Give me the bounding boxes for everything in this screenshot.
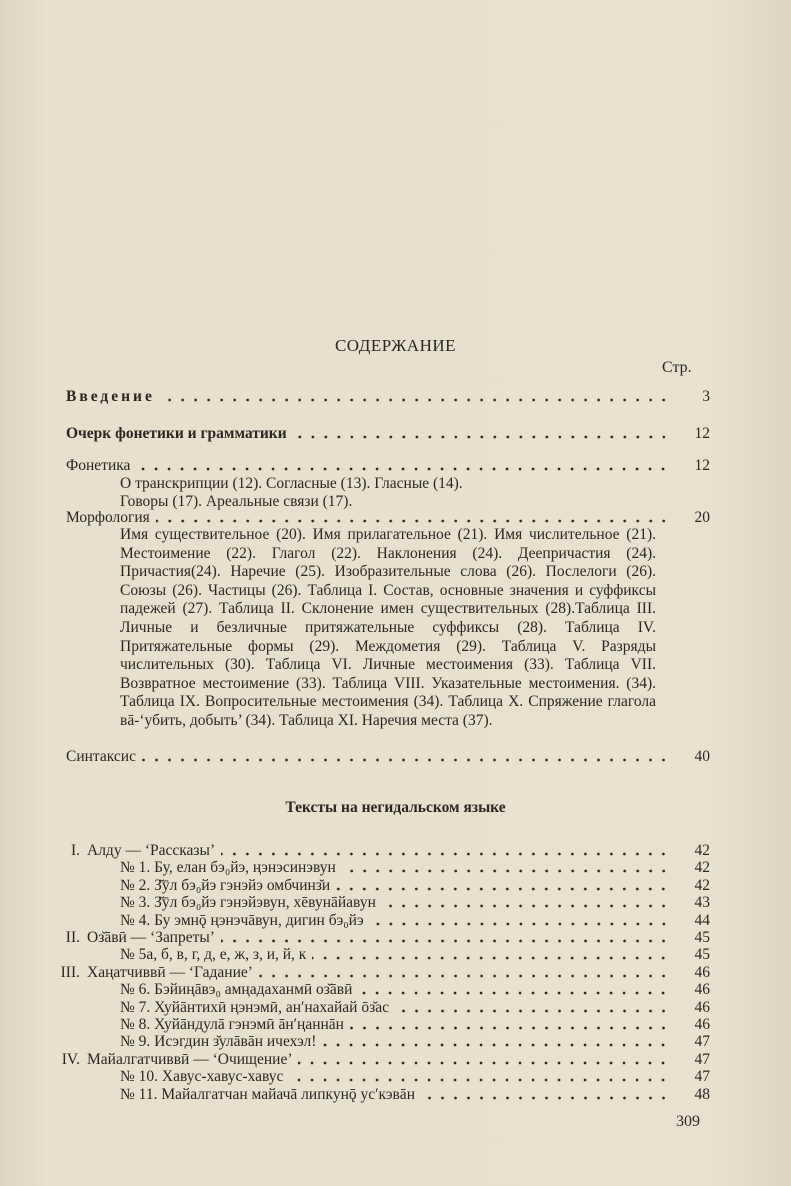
- entry-label: № 4. Бу эмнǭ ңэнэчāвун, дигин бэ₀йэ: [120, 911, 364, 929]
- page-column-label: Стр.: [662, 359, 692, 376]
- entry-label: Майалгатчиввӣ — ‘Очищение’: [87, 1050, 293, 1068]
- entry-label: № 5а, б, в, г, д, е, ж, з, и, й, к: [120, 946, 307, 964]
- page-title: СОДЕРЖАНИЕ: [334, 336, 457, 355]
- entry-page: 12: [694, 457, 710, 474]
- toc-text-entry[interactable]: [120, 946, 710, 964]
- dot-leader: [350, 1020, 670, 1030]
- entry-label: № 7. Хуйāнтихӣ ңэнэмӣ, ан′нахайай ōз̆ас: [120, 998, 389, 1016]
- dot-leader: [358, 985, 670, 995]
- entry-label: Морфология: [66, 509, 150, 526]
- section-heading: Тексты на негидальском языке: [285, 799, 506, 816]
- dot-leader: [259, 968, 670, 978]
- phonetics-subtopics-line: Говоры (17). Ареальные связи (17).: [120, 493, 353, 510]
- roman-numeral: II.: [65, 929, 80, 946]
- toc-text-entry[interactable]: [120, 981, 710, 999]
- dot-leader: [293, 429, 670, 439]
- roman-numeral: IV.: [61, 1050, 80, 1068]
- toc-text-entry[interactable]: [120, 999, 710, 1017]
- entry-page: 40: [694, 748, 710, 765]
- entry-label: № 2. З̆ӯл бэ₀йэ гэнэйэ омбчинз̆и: [120, 876, 331, 894]
- entry-page: 42: [694, 859, 710, 877]
- entry-label: Введение: [66, 388, 155, 405]
- entry-label: № 8. Хуйāндулā гэнэмӣ āн′ңаннāн: [120, 1016, 344, 1033]
- entry-page: 47: [694, 1033, 710, 1051]
- dot-leader: [298, 1055, 670, 1065]
- toc-entry-syntax[interactable]: [66, 748, 710, 766]
- entry-label: Фонетика: [66, 457, 131, 474]
- entry-page: 48: [694, 1085, 710, 1103]
- toc-text-entry[interactable]: [120, 1068, 710, 1086]
- morphology-subtopics: Имя существительное (20). Имя прилагательное (21). Имя числительное (21). Местоимение (22). Глагол (22). Наклонения (24). Деепричастия (24). Причастия(24). Наречие (25). Изобразительные слова (26). Послелоги (26). Союзы (26). Частицы (26). Таблица I. Состав, основные значения и суффиксы падежей (27). Таблица II. Склонение имен существительных (28).Таблица III. Личные и безличные притяжательные суффиксы (28). Таблица IV. Притяжательные формы (29). Междометия (29). Таблица V. Разряды числительных (30). Таблица VI. Личные местоимения (33). Таблица VII. Возвратное местоимение (33). Таблица VIII. Указательные местоимения. (34). Таблица IX. Вопросительные местоимения (34). Таблица X. Спряжение глагола вā-‘убить, добыть’ (34). Таблица XI. Наречия места (37).: [120, 526, 656, 729]
- dot-leader: [370, 916, 670, 926]
- toc-entry-morphology[interactable]: [66, 509, 710, 527]
- dot-leader: [382, 898, 670, 908]
- dot-leader: [395, 1003, 670, 1013]
- entry-page: 46: [694, 1016, 710, 1033]
- phonetics-subtopics-line: О транскрипции (12). Согласные (13). Гласные (14).: [120, 475, 463, 492]
- entry-page: 42: [694, 876, 710, 894]
- entry-label: № 9. Исэгдин з̆улāвāн ичехэл!: [120, 1033, 317, 1051]
- toc-section-entry[interactable]: [40, 842, 710, 860]
- dot-leader: [221, 933, 670, 943]
- dot-leader: [289, 1072, 670, 1082]
- entry-page: 46: [694, 998, 710, 1016]
- entry-label: Очерк фонетики и грамматики: [66, 425, 287, 442]
- toc-entry-introduction[interactable]: [66, 388, 710, 406]
- entry-page: 45: [694, 946, 710, 964]
- dot-leader: [221, 846, 670, 856]
- entry-page: 46: [694, 963, 710, 981]
- entry-label: № 1. Бу, елан бэ₀йэ, ңэнэсинэвун: [120, 859, 336, 877]
- entry-label: № 6. Бэйиңāвэ₀ амңадаханмӣ оз̆āвӣ: [120, 981, 353, 999]
- page-number: 309: [676, 1113, 700, 1130]
- roman-numeral: I.: [70, 842, 80, 859]
- entry-page: 42: [694, 842, 710, 859]
- toc-section-entry[interactable]: [40, 929, 710, 947]
- toc-text-entry[interactable]: [120, 859, 710, 877]
- toc-text-entry[interactable]: [120, 894, 710, 912]
- dot-leader: [142, 752, 670, 762]
- entry-page: 47: [694, 1050, 710, 1068]
- dot-leader: [136, 461, 670, 471]
- dot-leader: [161, 392, 670, 402]
- entry-label: Оз̆āвӣ — ‘Запреты’: [87, 929, 215, 946]
- entry-page: 3: [702, 388, 710, 405]
- entry-label: № 3. З̆ӯл бэ₀йэ гэнэйэвун, хēвунāйавун: [120, 894, 376, 912]
- entry-page: 12: [694, 425, 710, 442]
- entry-label: № 11. Майалгатчан майачā липкунǭ ус′кэвāн: [120, 1085, 415, 1103]
- toc-text-entry[interactable]: [120, 1016, 710, 1034]
- roman-numeral: III.: [60, 963, 80, 981]
- entry-page: 43: [694, 894, 710, 912]
- entry-page: 47: [694, 1068, 710, 1086]
- toc-text-entry[interactable]: [120, 877, 710, 895]
- dot-leader: [322, 1037, 670, 1047]
- entry-label: Алду — ‘Рассказы’: [87, 842, 216, 859]
- toc-text-entry[interactable]: [120, 912, 710, 930]
- toc-text-entry[interactable]: [120, 1086, 710, 1104]
- entry-label: Синтаксис: [66, 748, 136, 765]
- toc-text-entry[interactable]: [120, 1033, 710, 1051]
- entry-label: № 10. Хавус-хавус-хавус: [120, 1068, 284, 1086]
- toc-entry-phonetics[interactable]: [66, 457, 710, 475]
- entry-page: 20: [694, 509, 710, 526]
- toc-section-entry[interactable]: [40, 964, 710, 982]
- entry-page: 46: [694, 981, 710, 999]
- entry-label: Хаңатчиввӣ — ‘Гадание’: [87, 963, 253, 981]
- toc-entry-outline[interactable]: [66, 425, 710, 443]
- dot-leader: [342, 863, 670, 873]
- entry-page: 45: [694, 929, 710, 946]
- dot-leader: [336, 881, 670, 891]
- dot-leader: [312, 950, 670, 960]
- dot-leader: [421, 1090, 670, 1100]
- toc-section-entry[interactable]: [40, 1051, 710, 1069]
- dot-leader: [156, 513, 670, 523]
- entry-page: 44: [694, 911, 710, 929]
